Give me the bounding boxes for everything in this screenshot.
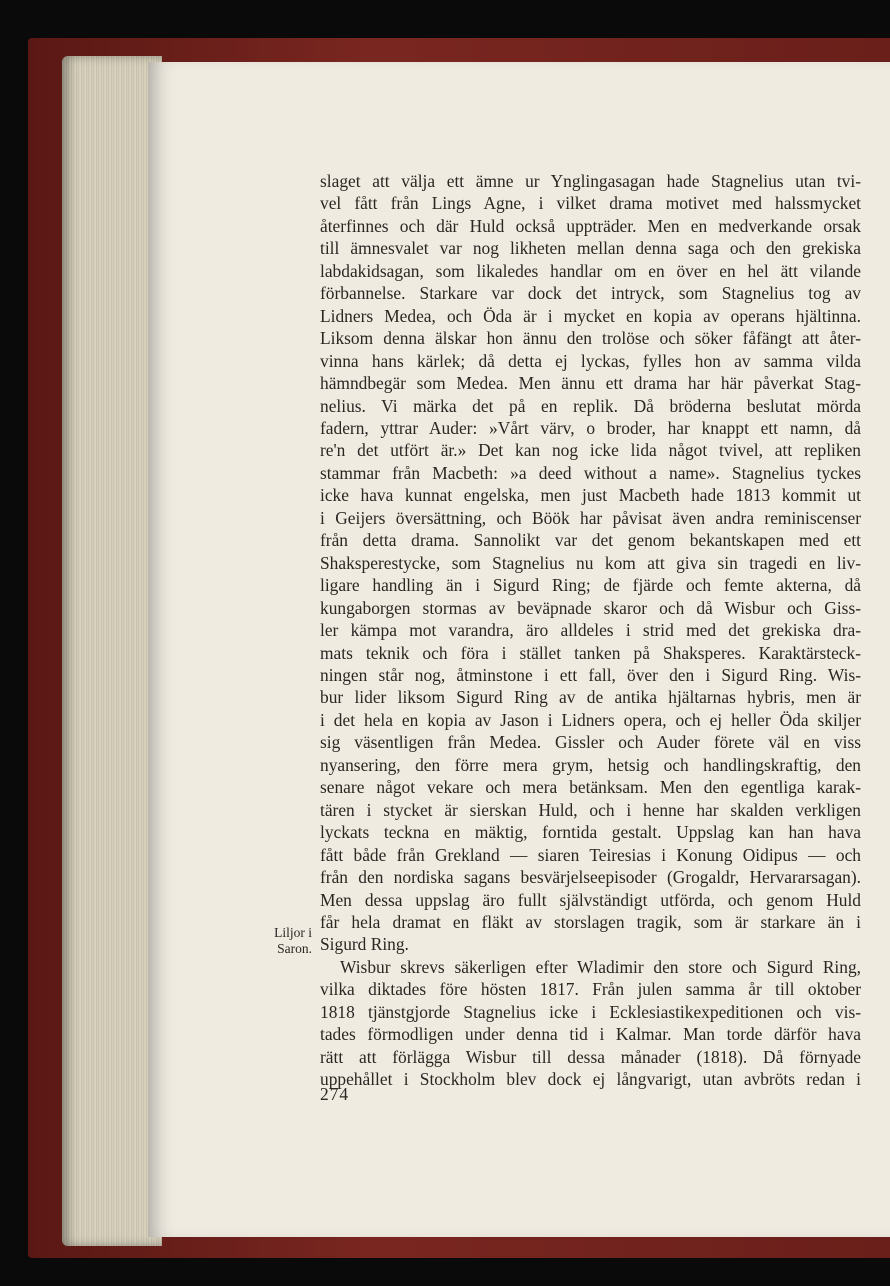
text-line: från detta drama. Sannolikt var det genom bekantskapen med ett: [320, 530, 861, 551]
text-line: Men dessa uppslag äro fullt självständigt utförda, och genom Huld: [320, 889, 861, 910]
text-line: ler kämpa mot varandra, äro alldeles i strid med det grekiska dra-: [320, 620, 861, 641]
text-line: Liksom denna älskar hon ännu den trolöse och söker fåfängt att åter-: [320, 328, 861, 349]
text-line: bur lider liksom Sigurd Ring av de antika hjältarnas hybris, men är: [320, 687, 861, 708]
text-line: återfinnes och där Huld också uppträder. Men en medverkande orsak: [320, 215, 861, 236]
text-line: vel fått från Lings Agne, i vilket drama motivet med halssmycket: [320, 193, 861, 214]
text-line: ligare handling än i Sigurd Ring; de fjärde och femte akterna, då: [320, 575, 861, 596]
text-line: icke hava kunnat engelska, men just Macbeth hade 1813 kommit ut: [320, 485, 861, 506]
text-line: tären i stycket är sierskan Huld, och i henne har skalden verkligen: [320, 799, 861, 820]
text-line: rätt att förlägga Wisbur till dessa månader (1818). Då förnyade: [320, 1046, 861, 1067]
text-line: 1818 tjänstgjorde Stagnelius icke i Ecklesiastikexpeditionen och vis-: [320, 1001, 861, 1022]
text-line: Lidners Medea, och Öda är i mycket en kopia av operans hjältinna.: [320, 305, 861, 326]
text-line: hämndbegär som Medea. Men ännu ett drama har här påverkat Stag-: [320, 373, 861, 394]
text-line: i Geijers översättning, och Böök har påvisat även andra reminiscenser: [320, 507, 861, 528]
page-number: 274: [320, 1084, 350, 1104]
text-line: vilka diktades före hösten 1817. Från julen samma år till oktober: [320, 979, 861, 1000]
text-line: stammar från Macbeth: »a deed without a name». Stagnelius tyckes: [320, 462, 861, 483]
text-line: fadern, yttrar Auder: »Vårt värv, o broder, har knappt ett namn, då: [320, 417, 861, 438]
text-line: i det hela en kopia av Jason i Lidners opera, och ej heller Öda skiljer: [320, 709, 861, 730]
text-line: mats teknik och föra i stället tanken på Shaksperes. Karaktärsteck-: [320, 642, 861, 663]
text-line: från den nordiska sagans besvärjelseepisoder (Grogaldr, Hervararsagan).: [320, 867, 861, 888]
text-line: Wisbur skrevs säkerligen efter Wladimir den store och Sigurd Ring,: [340, 956, 861, 977]
text-line: kungaborgen stormas av beväpnade skaror och då Wisbur och Giss-: [320, 597, 861, 618]
page-edges: [62, 56, 162, 1246]
text-line: labdakidsagan, som likaledes handlar om en över en hel ätt vilande: [320, 260, 861, 281]
text-line: lyckats teckna en mäktig, forntida gestalt. Uppslag kan han hava: [320, 822, 861, 843]
text-line: uppehållet i Stockholm blev dock ej långvarigt, utan avbröts redan i: [320, 1069, 861, 1090]
text-line: senare något vekare och mera betänksam. Men den egentliga karak-: [320, 777, 861, 798]
text-line: ningen står nog, åtminstone i ett fall, över den i Sigurd Ring. Wis-: [320, 664, 861, 685]
text-line: nelius. Vi märka det på en replik. Då bröderna beslutat mörda: [320, 395, 861, 416]
text-line: sig väsentligen från Medea. Gissler och Auder förete väl en viss: [320, 732, 861, 753]
text-line: förbannelse. Starkare var dock det intryck, som Stagnelius tog av: [320, 283, 861, 304]
text-line: Sigurd Ring.: [320, 934, 409, 955]
text-line: nyansering, den förre mera grym, hetsig och handlingskraftig, den: [320, 754, 861, 775]
text-line: till ämnesvalet var nog likheten mellan denna saga och den grekiska: [320, 238, 861, 259]
text-line: får hela dramat en fläkt av storslagen tragik, som är starkare än i: [320, 911, 861, 932]
text-line: vinna hans kärlek; då detta ej lyckas, fylles hon av samma vilda: [320, 350, 861, 371]
text-line: Shaksperestycke, som Stagnelius nu kom att giva sin tragedi en liv-: [320, 552, 861, 573]
text-line: tades förmodligen under denna tid i Kalmar. Man torde därför hava: [320, 1024, 861, 1045]
text-line: re'n det utfört är.» Det kan nog icke lida något tvivel, att repliken: [320, 440, 861, 461]
text-line: slaget att välja ett ämne ur Ynglingasagan hade Stagnelius utan tvi-: [320, 171, 861, 191]
margin-note: Liljor i Saron.: [274, 925, 312, 956]
body-text: [320, 170, 861, 1091]
text-line: fått både från Grekland — siaren Teiresias i Konung Oidipus — och: [320, 844, 861, 865]
